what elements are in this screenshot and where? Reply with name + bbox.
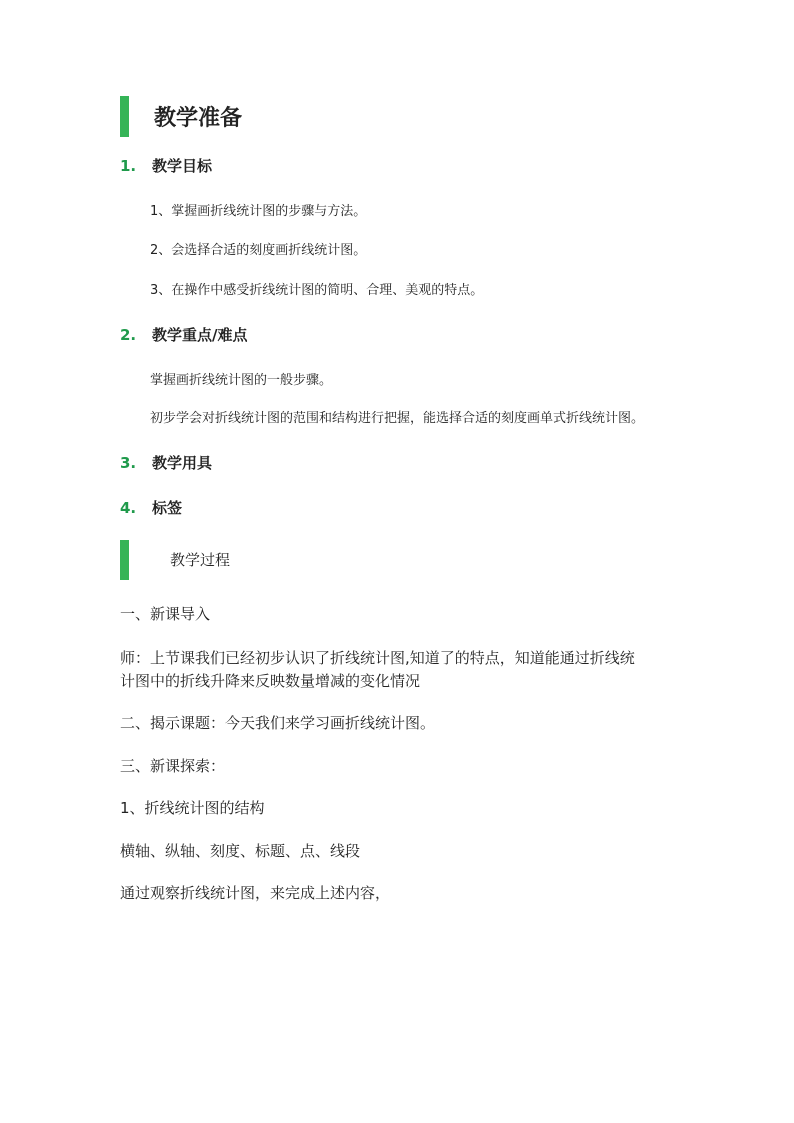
goal-item: 3、在操作中感受折线统计图的简明、合理、美观的特点。 — [150, 283, 484, 298]
section-number: 1. — [120, 157, 137, 175]
section-title: 教学目标 — [152, 157, 213, 175]
section-2 — [120, 324, 247, 346]
section-1 — [120, 155, 212, 177]
section-4 — [120, 497, 182, 519]
process-line: 一、新课导入 — [120, 605, 211, 623]
key-point-item: 掌握画折线统计图的一般步骤。 — [150, 373, 333, 388]
goal-item: 2、会选择合适的刻度画折线统计图。 — [150, 243, 367, 258]
heading-accent-bar — [120, 96, 129, 137]
process-line: 师：上节课我们已经初步认识了折线统计图,知道了的特点，知道能通过折线统 — [120, 649, 635, 667]
process-line: 三、新课探索： — [120, 757, 226, 775]
heading-teaching-prep: 教学准备 — [154, 106, 243, 131]
section-number: 3. — [120, 454, 137, 472]
heading-teaching-process: 教学过程 — [170, 551, 231, 569]
heading-accent-bar — [120, 540, 129, 580]
section-title: 教学重点/难点 — [152, 326, 248, 344]
section-title: 教学用具 — [152, 454, 213, 472]
key-point-item: 初步学会对折线统计图的范围和结构进行把握，能选择合适的刻度画单式折线统计图。 — [150, 411, 645, 426]
section-3 — [120, 452, 212, 474]
section-title: 标签 — [152, 499, 183, 517]
process-line: 二、揭示课题：今天我们来学习画折线统计图。 — [120, 714, 436, 732]
goal-item: 1、掌握画折线统计图的步骤与方法。 — [150, 204, 367, 219]
process-line: 横轴、纵轴、刻度、标题、点、线段 — [120, 842, 361, 860]
process-line: 1、折线统计图的结构 — [120, 799, 265, 817]
process-line: 计图中的折线升降来反映数量增减的变化情况 — [120, 672, 421, 690]
section-number: 4. — [120, 499, 137, 517]
section-number: 2. — [120, 326, 137, 344]
process-line: 通过观察折线统计图，来完成上述内容， — [120, 884, 391, 902]
